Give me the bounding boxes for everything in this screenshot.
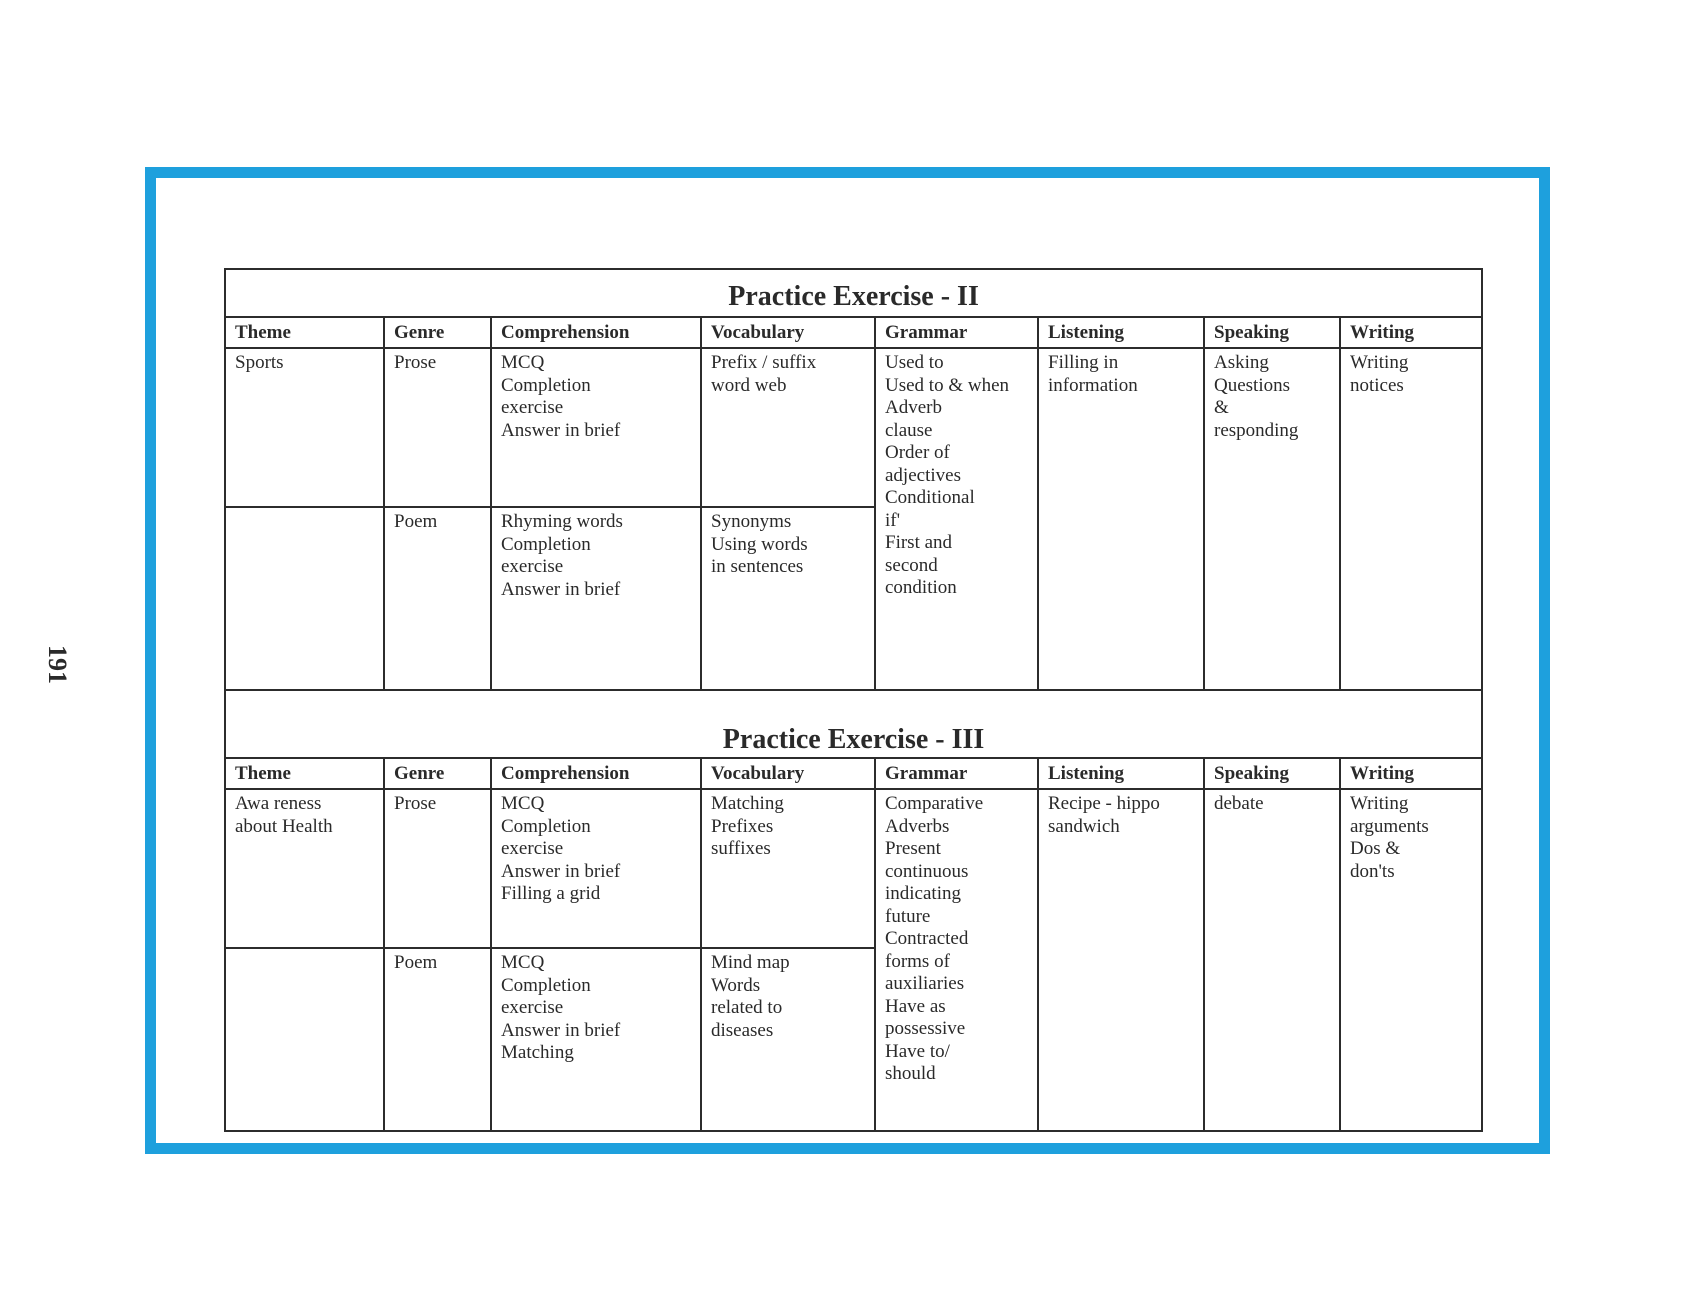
cell-line: information (1048, 374, 1138, 396)
cell-line: second (885, 554, 938, 576)
exercise2-empty-theme-cell (225, 507, 384, 690)
cell-line: Answer in brief (501, 860, 621, 882)
exercise3-prose-genre-cell (384, 789, 491, 948)
cell-line: Recipe - hippo (1048, 793, 1160, 814)
header-speaking: Speaking (1204, 317, 1340, 348)
exercise3-listening-cell (1038, 789, 1204, 1131)
header-genre: Genre (384, 317, 491, 348)
exercise2-title-row (225, 269, 1482, 317)
exercise2-poem-comprehension-cell (491, 507, 701, 690)
cell-line: Asking (1214, 352, 1269, 373)
header-writing: Writing (1340, 317, 1482, 348)
exercise2-header-row (225, 317, 1482, 348)
cell-line: Answer in brief (501, 578, 621, 600)
header-listening: Listening (1038, 758, 1204, 789)
cell-line: Writing (1350, 352, 1409, 373)
header-theme: Theme (225, 758, 384, 789)
cell-line: auxiliaries (885, 973, 965, 994)
cell-line: Using words (711, 533, 808, 555)
exercise2-listening-cell (1038, 348, 1204, 690)
header-vocabulary: Vocabulary (701, 317, 875, 348)
header-theme: Theme (225, 317, 384, 348)
cell-line: Completion (501, 533, 591, 555)
exercise3-prose-row (225, 789, 1482, 948)
cell-line: continuous (885, 860, 969, 882)
cell-line: Dos & (1350, 838, 1401, 859)
cell-line: diseases (711, 1019, 774, 1041)
cell-line: Filling a grid (501, 883, 601, 904)
header-grammar: Grammar (875, 317, 1038, 348)
cell-line: Have to/ (885, 1040, 950, 1062)
exercise3-poem-comprehension-cell (491, 948, 701, 1131)
cell-line: Used to & when (885, 374, 1010, 396)
cell-line: Writing (1350, 793, 1409, 814)
cell-line: should (885, 1063, 936, 1084)
cell-line: word web (711, 374, 787, 396)
cell-line: & (1214, 397, 1229, 418)
cell-line: Conditional (885, 487, 975, 508)
cell-line: Rhyming words (501, 511, 623, 532)
exercise2-prose-vocabulary-cell (701, 348, 875, 507)
cell-line: Questions (1214, 374, 1290, 396)
cell-line: Completion (501, 815, 591, 837)
cell-line: Filling in (1048, 352, 1119, 373)
cell-line: possessive (885, 1018, 966, 1039)
page-number: 191 (43, 645, 72, 684)
cell-line: Mind map (711, 952, 790, 973)
exercise3-speaking-cell (1204, 789, 1340, 1131)
exercise3-poem-vocabulary-cell (701, 948, 875, 1131)
cell-line: arguments (1350, 815, 1429, 837)
cell-line: responding (1214, 419, 1299, 441)
cell-line: Prefixes (711, 815, 774, 837)
exercise3-prose-vocabulary-cell (701, 789, 875, 948)
exercise2-theme-cell (225, 348, 384, 507)
cell-line: exercise (501, 397, 564, 418)
cell-line: Prefix / suffix (711, 352, 817, 373)
exercise3-empty-theme-cell (225, 948, 384, 1131)
header-listening: Listening (1038, 317, 1204, 348)
cell-line: clause (885, 419, 933, 441)
exercise2-poem-vocabulary-cell (701, 507, 875, 690)
exercise2-speaking-cell (1204, 348, 1340, 690)
cell-line: Awa reness (235, 793, 322, 814)
exercise2-prose-comprehension-cell (491, 348, 701, 507)
syllabus-table (224, 268, 1483, 1132)
exercise3-title-row (225, 690, 1482, 758)
exercise3-poem-genre-cell (384, 948, 491, 1131)
cell-line: exercise (501, 556, 564, 577)
cell-line: future (885, 905, 931, 927)
exercise2-title: Practice Exercise - II (225, 269, 1482, 317)
cell-line: Comparative (885, 793, 984, 814)
exercise3-grammar-cell (875, 789, 1038, 1131)
exercise2-poem-genre-cell (384, 507, 491, 690)
cell-line: Adverb (885, 397, 942, 418)
header-speaking: Speaking (1204, 758, 1340, 789)
cell-line: forms of (885, 950, 950, 972)
cell-line: Matching (711, 793, 784, 814)
cell-line: exercise (501, 997, 564, 1018)
cell-line: debate (1214, 793, 1264, 814)
header-grammar: Grammar (875, 758, 1038, 789)
cell-line: Poem (394, 511, 438, 532)
cell-line: don'ts (1350, 860, 1395, 882)
cell-line: Answer in brief (501, 1019, 621, 1041)
cell-line: Sports (235, 352, 284, 373)
cell-line: Used to (885, 352, 944, 373)
exercise2-grammar-cell (875, 348, 1038, 690)
cell-line: MCQ (501, 352, 545, 373)
cell-line: notices (1350, 374, 1404, 396)
cell-line: Prose (394, 793, 437, 814)
exercise2-prose-row (225, 348, 1482, 507)
cell-line: Have as (885, 995, 946, 1017)
cell-line: Answer in brief (501, 419, 621, 441)
cell-line: Contracted (885, 928, 969, 949)
cell-line: if' (885, 509, 901, 531)
exercise3-theme-cell (225, 789, 384, 948)
cell-line: Completion (501, 374, 591, 396)
cell-line: Words (711, 974, 761, 996)
header-comprehension: Comprehension (491, 317, 701, 348)
cell-line: Synonyms (711, 511, 792, 532)
cell-line: Present (885, 838, 941, 859)
cell-line: exercise (501, 838, 564, 859)
cell-line: condition (885, 577, 957, 598)
cell-line: Prose (394, 352, 437, 373)
cell-line: Order of (885, 442, 950, 463)
cell-line: related to (711, 997, 783, 1018)
exercise3-title: Practice Exercise - III (225, 690, 1482, 758)
exercise2-writing-cell (1340, 348, 1482, 690)
cell-line: Adverbs (885, 815, 950, 837)
cell-line: MCQ (501, 793, 545, 814)
exercise3-prose-comprehension-cell (491, 789, 701, 948)
header-genre: Genre (384, 758, 491, 789)
cell-line: suffixes (711, 838, 771, 859)
cell-line: MCQ (501, 952, 545, 973)
exercise3-writing-cell (1340, 789, 1482, 1131)
cell-line: Completion (501, 974, 591, 996)
header-vocabulary: Vocabulary (701, 758, 875, 789)
cell-line: about Health (235, 815, 333, 837)
cell-line: First and (885, 532, 953, 553)
exercise2-prose-genre-cell (384, 348, 491, 507)
cell-line: adjectives (885, 464, 961, 486)
header-writing: Writing (1340, 758, 1482, 789)
cell-line: Matching (501, 1042, 574, 1063)
cell-line: sandwich (1048, 815, 1120, 837)
cell-line: indicating (885, 883, 961, 904)
exercise3-header-row (225, 758, 1482, 789)
cell-line: Poem (394, 952, 438, 973)
cell-line: in sentences (711, 556, 804, 577)
header-comprehension: Comprehension (491, 758, 701, 789)
